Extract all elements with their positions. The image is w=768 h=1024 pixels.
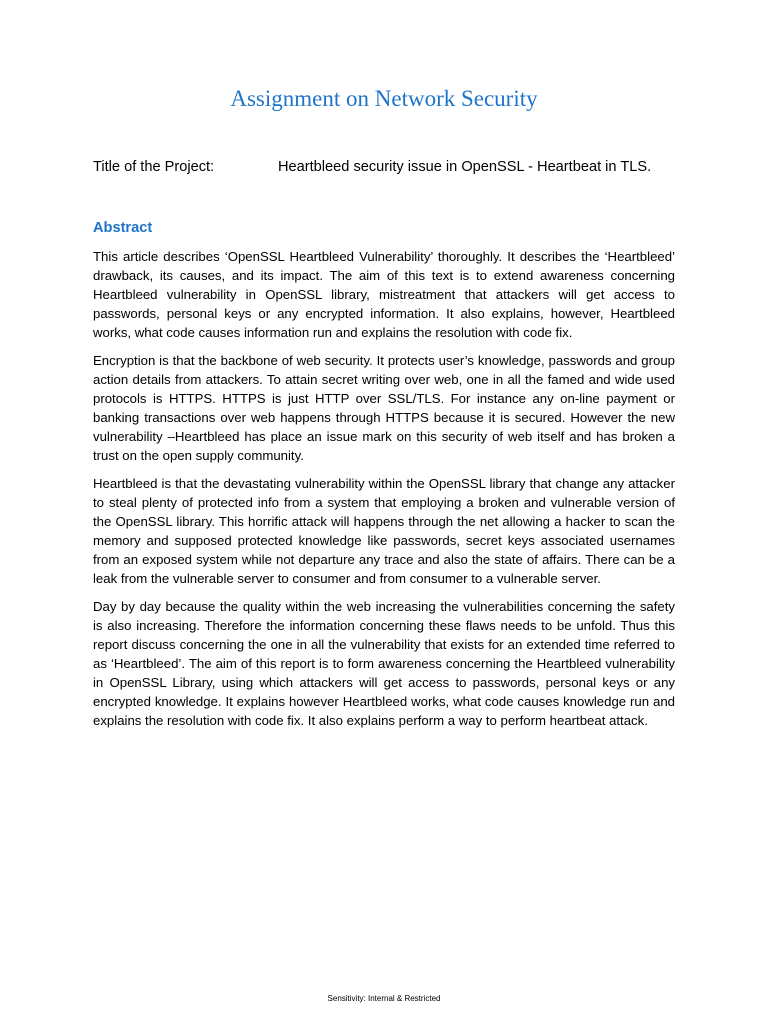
abstract-heading: Abstract [93,220,153,236]
project-title-label: Title of the Project: [93,159,215,175]
abstract-paragraph: Encryption is that the backbone of web security. It protects user’s knowledge, passwords and group action details from attackers. To attain secret writing over web, one in all the famed and wide used protocols is HTTPS. HTTPS is just HTTP over SSL/TLS. For instance any on-line payment or banking transactions over web happens through HTTPS because it is secured. However the new vulnerability –Heartbleed has place an issue mark on this security of web itself and has broken a trust on the open supply community. [93,353,675,463]
abstract-paragraph: This article describes ‘OpenSSL Heartbleed Vulnerability’ thoroughly. It describes the ‘Heartbleed’ drawback, its causes, and its impact. The aim of this text is to extend awareness concerning Heartbleed vulnerability in OpenSSL library, mistreatment that attackers will get access to passwords, personal keys or any encrypted information. It also explains, however, Heartbleed works, what code causes information run and explains the resolution with code fix. [93,249,675,340]
document-title: Assignment on Network Security [230,86,538,111]
project-title-value: Heartbleed security issue in OpenSSL - Heartbeat in TLS. [278,159,652,175]
project-title-row [93,157,693,179]
abstract-body [93,247,675,739]
sensitivity-footer: Sensitivity: Internal & Restricted [327,994,441,1003]
abstract-paragraph: Heartbleed is that the devastating vulnerability within the OpenSSL library that change any attacker to steal plenty of protected info from a system that employing a broken and vulnerable version of the OpenSSL library. This horrific attack will happens through the net allowing a hacker to scan the memory and supposed protected knowledge like passwords, secret keys associated usernames from an exposed system while not departure any trace and also the state of affairs. There can be a leak from the vulnerable server to consumer and from consumer to a vulnerable server. [93,476,675,586]
abstract-paragraph: Day by day because the quality within the web increasing the vulnerabilities concerning the safety is also increasing. Therefore the information concerning these flaws needs to be unfold. Thus this report discuss concerning the one in all the vulnerability that exists for an extended time referred to as ‘Heartbleed’. The aim of this report is to form awareness concerning the Heartbleed vulnerability in OpenSSL Library, using which attackers will get access to passwords, personal keys or any encrypted knowledge. It explains however Heartbleed works, what code causes knowledge run and explains the resolution with code fix. It also explains perform a way to perform heartbeat attack. [93,599,675,728]
